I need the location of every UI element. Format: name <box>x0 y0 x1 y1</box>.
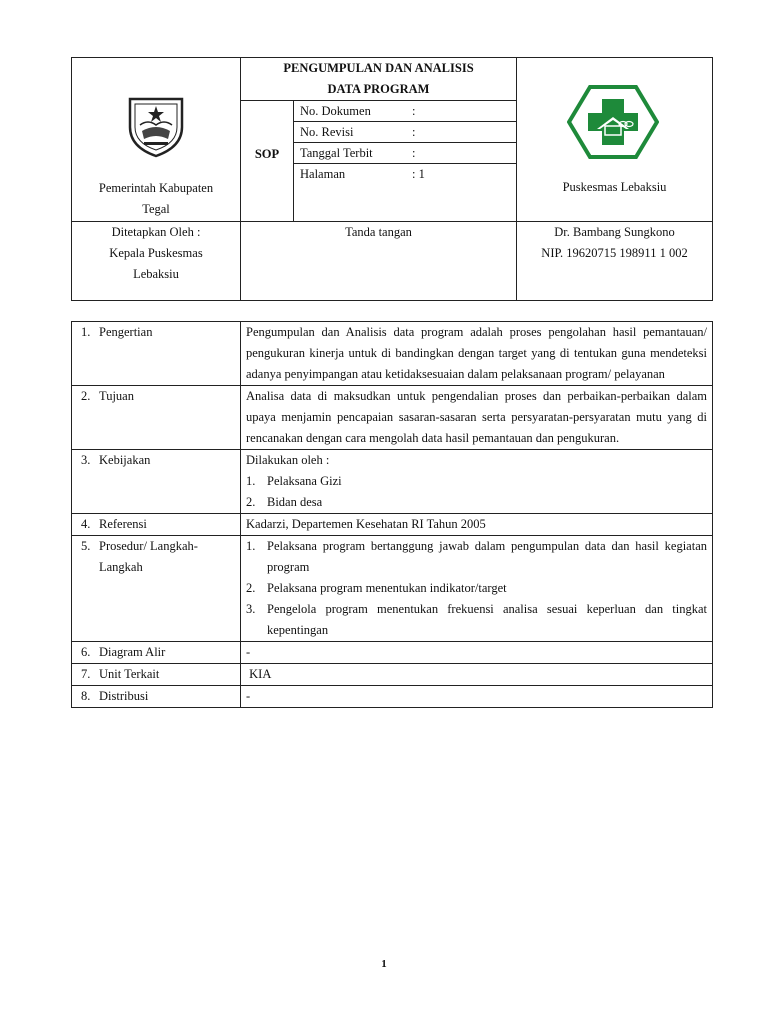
table-row <box>72 322 713 386</box>
sop-header-table <box>71 57 713 301</box>
list-item-number: 2. <box>246 581 256 595</box>
document-title-line1: PENGUMPULAN DAN ANALISIS <box>283 61 474 75</box>
table-row <box>72 686 713 708</box>
table-row <box>72 536 713 642</box>
sop-label: SOP <box>241 101 294 222</box>
list-item-number: 2. <box>246 495 256 509</box>
list-item-text: Bidan desa <box>267 495 323 509</box>
section-number: 1. <box>81 325 91 339</box>
prosedur-list <box>246 536 707 641</box>
tujuan-text: Analisa data di maksudkan untuk pengendalian proses dan perbaikan-perbaikan dalam upaya menjamin pencapaian sasaran-sasaran serta persyaratan-persyaratan mutu yang di rencanakan dengan cara mengolah data hasil pemantauan dan pengukuran. <box>241 386 713 450</box>
tegal-regency-emblem-icon <box>124 93 188 159</box>
unit-text: KIA <box>241 664 713 686</box>
signature-label: Tanda tangan <box>345 225 412 239</box>
field-label: Halaman <box>300 166 346 181</box>
section-label-cell <box>72 386 241 450</box>
section-label: Unit Terkait <box>99 667 160 681</box>
document-info-row <box>294 101 516 122</box>
document-info-row <box>294 122 516 143</box>
document-info-table <box>294 101 516 184</box>
table-row <box>72 664 713 686</box>
page-number: 1 <box>381 958 387 970</box>
distribusi-text: - <box>241 686 713 708</box>
field-label: No. Revisi <box>294 122 406 143</box>
section-label-cell <box>72 642 241 664</box>
document-info-cell <box>294 101 517 222</box>
document-title <box>241 58 517 101</box>
section-number: 3. <box>81 453 91 467</box>
list-item-text: Pelaksana program bertanggung jawab dalam pengumpulan data dan hasil kegiatan program <box>267 539 707 574</box>
document-info-row <box>294 164 516 185</box>
list-item <box>246 599 707 641</box>
section-number: 7. <box>81 667 91 681</box>
kebijakan-list <box>246 471 707 513</box>
table-row <box>72 450 713 514</box>
list-item-number: 3. <box>246 602 256 616</box>
section-label: Referensi <box>99 517 147 531</box>
document-info-row <box>294 143 516 164</box>
puskesmas-cell <box>517 58 713 222</box>
section-label: Pengertian <box>99 325 153 339</box>
table-row <box>72 386 713 450</box>
section-label-cell <box>72 514 241 536</box>
list-item-text: Pengelola program menentukan frekuensi analisa sesuai keperluan dan tingkat kepentingan <box>267 602 707 637</box>
puskesmas-logo-icon <box>567 84 659 160</box>
section-label <box>99 536 198 578</box>
section-label-cell <box>72 536 241 642</box>
list-item-number: 1. <box>246 539 256 553</box>
list-item-text: Pelaksana Gizi <box>267 474 342 488</box>
section-label-line2: Langkah <box>99 560 143 574</box>
section-number: 6. <box>81 645 91 659</box>
field-value: : <box>406 143 516 164</box>
ditetapkan-line2: Kepala Puskesmas <box>109 246 203 260</box>
list-item <box>246 471 707 492</box>
sop-content-table <box>71 321 713 708</box>
section-label: Diagram Alir <box>99 645 166 659</box>
section-label: Distribusi <box>99 689 149 703</box>
ditetapkan-cell <box>72 222 241 301</box>
signature-cell <box>241 222 517 301</box>
referensi-text: Kadarzi, Departemen Kesehatan RI Tahun 2005 <box>241 514 713 536</box>
section-label-cell <box>72 322 241 386</box>
government-name-line1: Pemerintah Kabupaten <box>98 181 214 195</box>
pengertian-text: Pengumpulan dan Analisis data program adalah proses pengolahan hasil pemantauan/ pengukuran kinerja untuk di bandingkan dengan target yang di tentukan guna mendeteksi adanya penyimpangan atau ketidaksesuaian dalam pelaksanaan program/ pelayanan <box>241 322 713 386</box>
field-value: : <box>406 122 516 143</box>
list-item-number: 1. <box>246 474 256 488</box>
kebijakan-intro: Dilakukan oleh : <box>246 453 330 467</box>
section-label: Tujuan <box>99 389 134 403</box>
list-item <box>246 492 707 513</box>
section-number: 2. <box>81 389 91 403</box>
signatory-nip: NIP. 19620715 198911 1 002 <box>541 246 688 260</box>
section-label-cell <box>72 686 241 708</box>
section-label-line1: Prosedur/ Langkah- <box>99 539 198 553</box>
list-item <box>246 536 707 578</box>
puskesmas-name: Puskesmas Lebaksiu <box>562 180 667 194</box>
kebijakan-content <box>241 450 713 514</box>
field-label: No. Dokumen <box>294 101 406 122</box>
ditetapkan-line1: Ditetapkan Oleh : <box>111 225 201 239</box>
table-row <box>72 642 713 664</box>
section-label-cell <box>72 664 241 686</box>
prosedur-content <box>241 536 713 642</box>
signatory-name: Dr. Bambang Sungkono <box>554 225 675 239</box>
ditetapkan-line3: Lebaksiu <box>133 267 179 281</box>
field-value: : <box>406 101 516 122</box>
section-number: 4. <box>81 517 91 531</box>
section-label: Kebijakan <box>99 453 151 467</box>
list-item-text: Pelaksana program menentukan indikator/target <box>267 581 507 595</box>
table-row <box>72 514 713 536</box>
section-number: 8. <box>81 689 91 703</box>
field-value: : 1 <box>412 166 425 181</box>
field-label: Tanggal Terbit <box>294 143 406 164</box>
section-number: 5. <box>81 539 91 553</box>
document-title-line2: DATA PROGRAM <box>327 82 430 96</box>
list-item <box>246 578 707 599</box>
signatory-cell <box>517 222 713 301</box>
diagram-text: - <box>241 642 713 664</box>
government-name-line2: Tegal <box>142 202 170 216</box>
section-label-cell <box>72 450 241 514</box>
government-cell <box>72 58 241 222</box>
